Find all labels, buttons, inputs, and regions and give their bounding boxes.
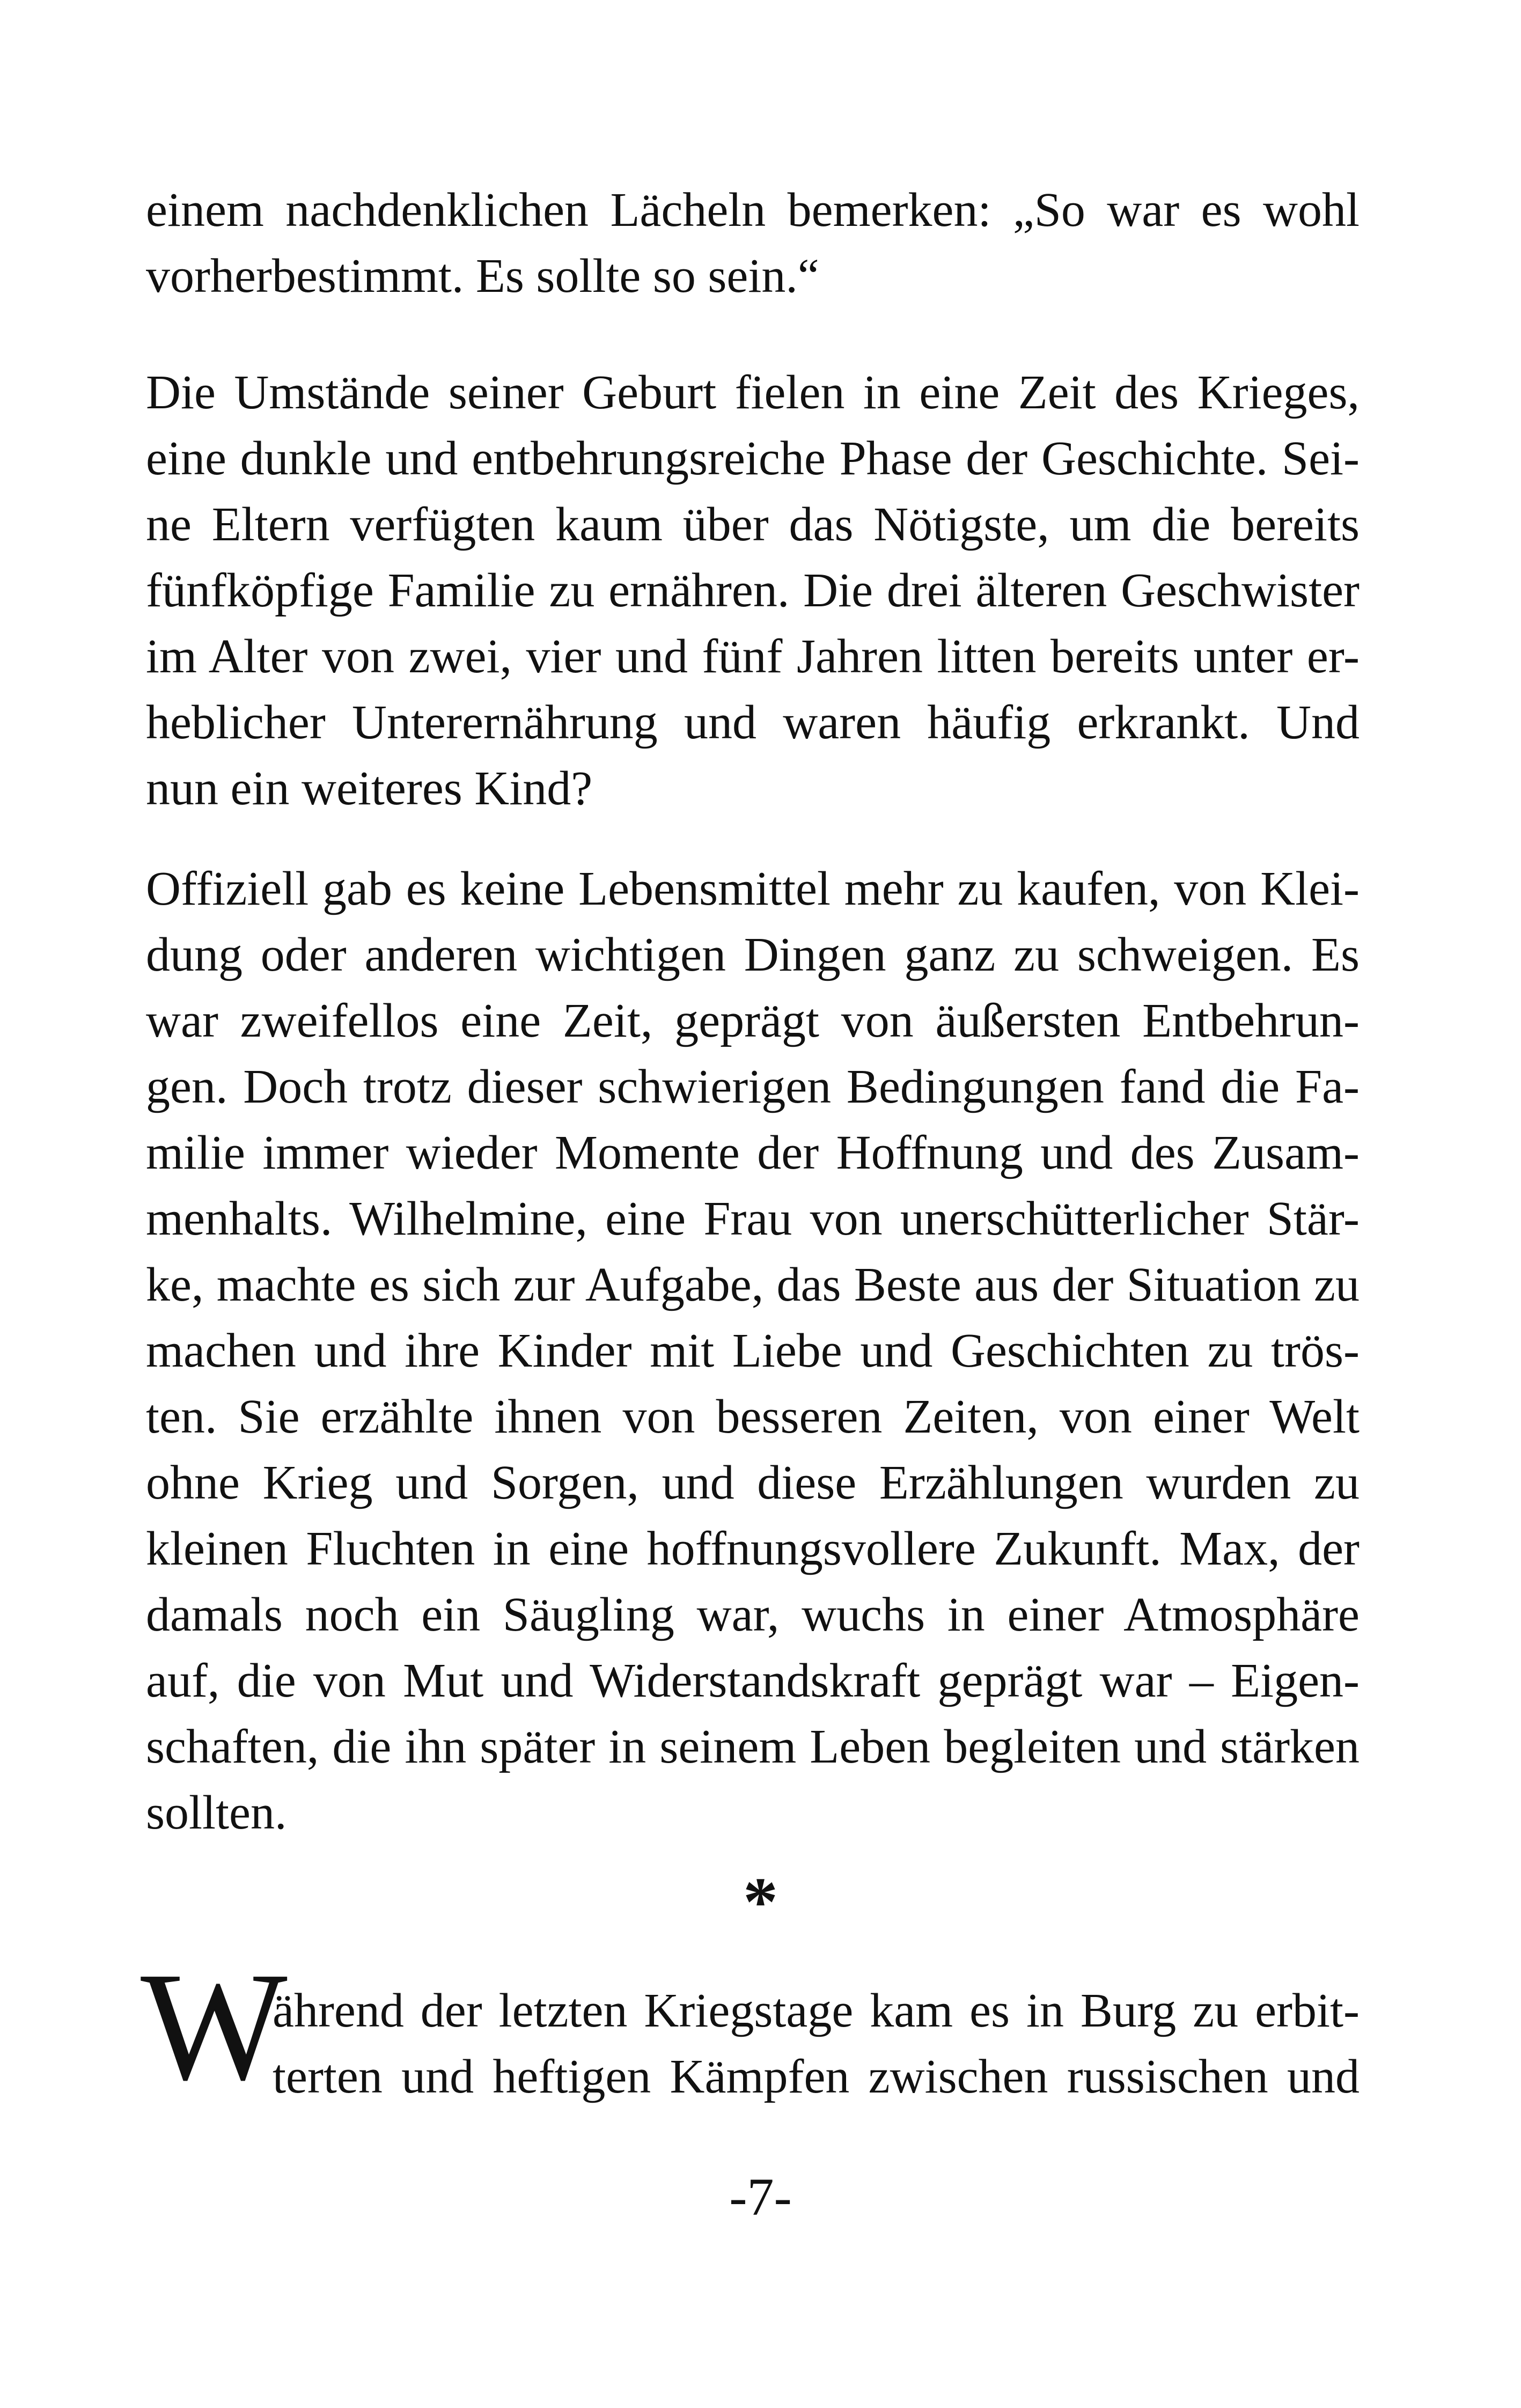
text-line: ohne Krieg und Sorgen, und diese Erzählungen wurden zu [146,1456,1360,1509]
text-line: gen. Doch trotz dieser schwierigen Bedingungen fand die Fa- [146,1060,1360,1113]
paragraph-4 [273,1978,1360,2110]
text-line: Die Umstände seiner Geburt fielen in eine Zeit des Krieges, [146,366,1360,419]
text-line: menhalts. Wilhelmine, eine Frau von unerschütterlicher Stär- [146,1192,1360,1245]
paragraph-3 [146,856,1360,1846]
paragraph-1 [146,177,1360,309]
text-line: terten und heftigen Kämpfen zwischen russischen und [273,2050,1360,2103]
text-line: heblicher Unterernährung und waren häufig erkrankt. Und [146,696,1360,749]
text-line: eine dunkle und entbehrungsreiche Phase der Geschichte. Sei- [146,432,1360,485]
text-line: kleinen Fluchten in eine hoffnungsvollere Zukunft. Max, der [146,1522,1360,1575]
text-line: nun ein weiteres Kind? [146,762,593,815]
text-line: vorherbestimmt. Es sollte so sein.“ [146,249,819,303]
section-separator-asterisk: * [743,1863,778,1941]
drop-cap: W [141,1940,288,2112]
text-line: ährend der letzten Kriegstage kam es in Burg zu erbit- [273,1984,1360,2037]
text-line: Offiziell gab es keine Lebensmittel mehr zu kaufen, von Klei- [146,862,1360,915]
text-line: schaften, die ihn später in seinem Leben begleiten und stärken [146,1720,1360,1773]
text-line: ke, machte es sich zur Aufgabe, das Beste aus der Situation zu [146,1258,1360,1311]
paragraph-2 [146,359,1360,821]
text-line: im Alter von zwei, vier und fünf Jahren litten bereits unter er- [146,630,1360,683]
text-line: fünfköpfige Familie zu ernähren. Die drei älteren Geschwister [146,564,1360,617]
text-line: einem nachdenklichen Lächeln bemerken: „So war es wohl [146,183,1360,237]
text-line: ne Eltern verfügten kaum über das Nötigste, um die bereits [146,498,1360,551]
text-line: dung oder anderen wichtigen Dingen ganz zu schweigen. Es [146,928,1360,981]
text-line: war zweifellos eine Zeit, geprägt von äußersten Entbehrun- [146,994,1360,1047]
text-line: machen und ihre Kinder mit Liebe und Geschichten zu trös- [146,1324,1360,1377]
text-line: damals noch ein Säugling war, wuchs in einer Atmosphäre [146,1588,1360,1641]
text-line: sollten. [146,1786,287,1839]
text-line: auf, die von Mut und Widerstandskraft geprägt war – Eigen- [146,1654,1360,1707]
text-line: ten. Sie erzählte ihnen von besseren Zeiten, von einer Welt [146,1390,1360,1443]
page-number: -7- [729,2167,792,2227]
text-line: milie immer wieder Momente der Hoffnung und des Zusam- [146,1126,1360,1179]
